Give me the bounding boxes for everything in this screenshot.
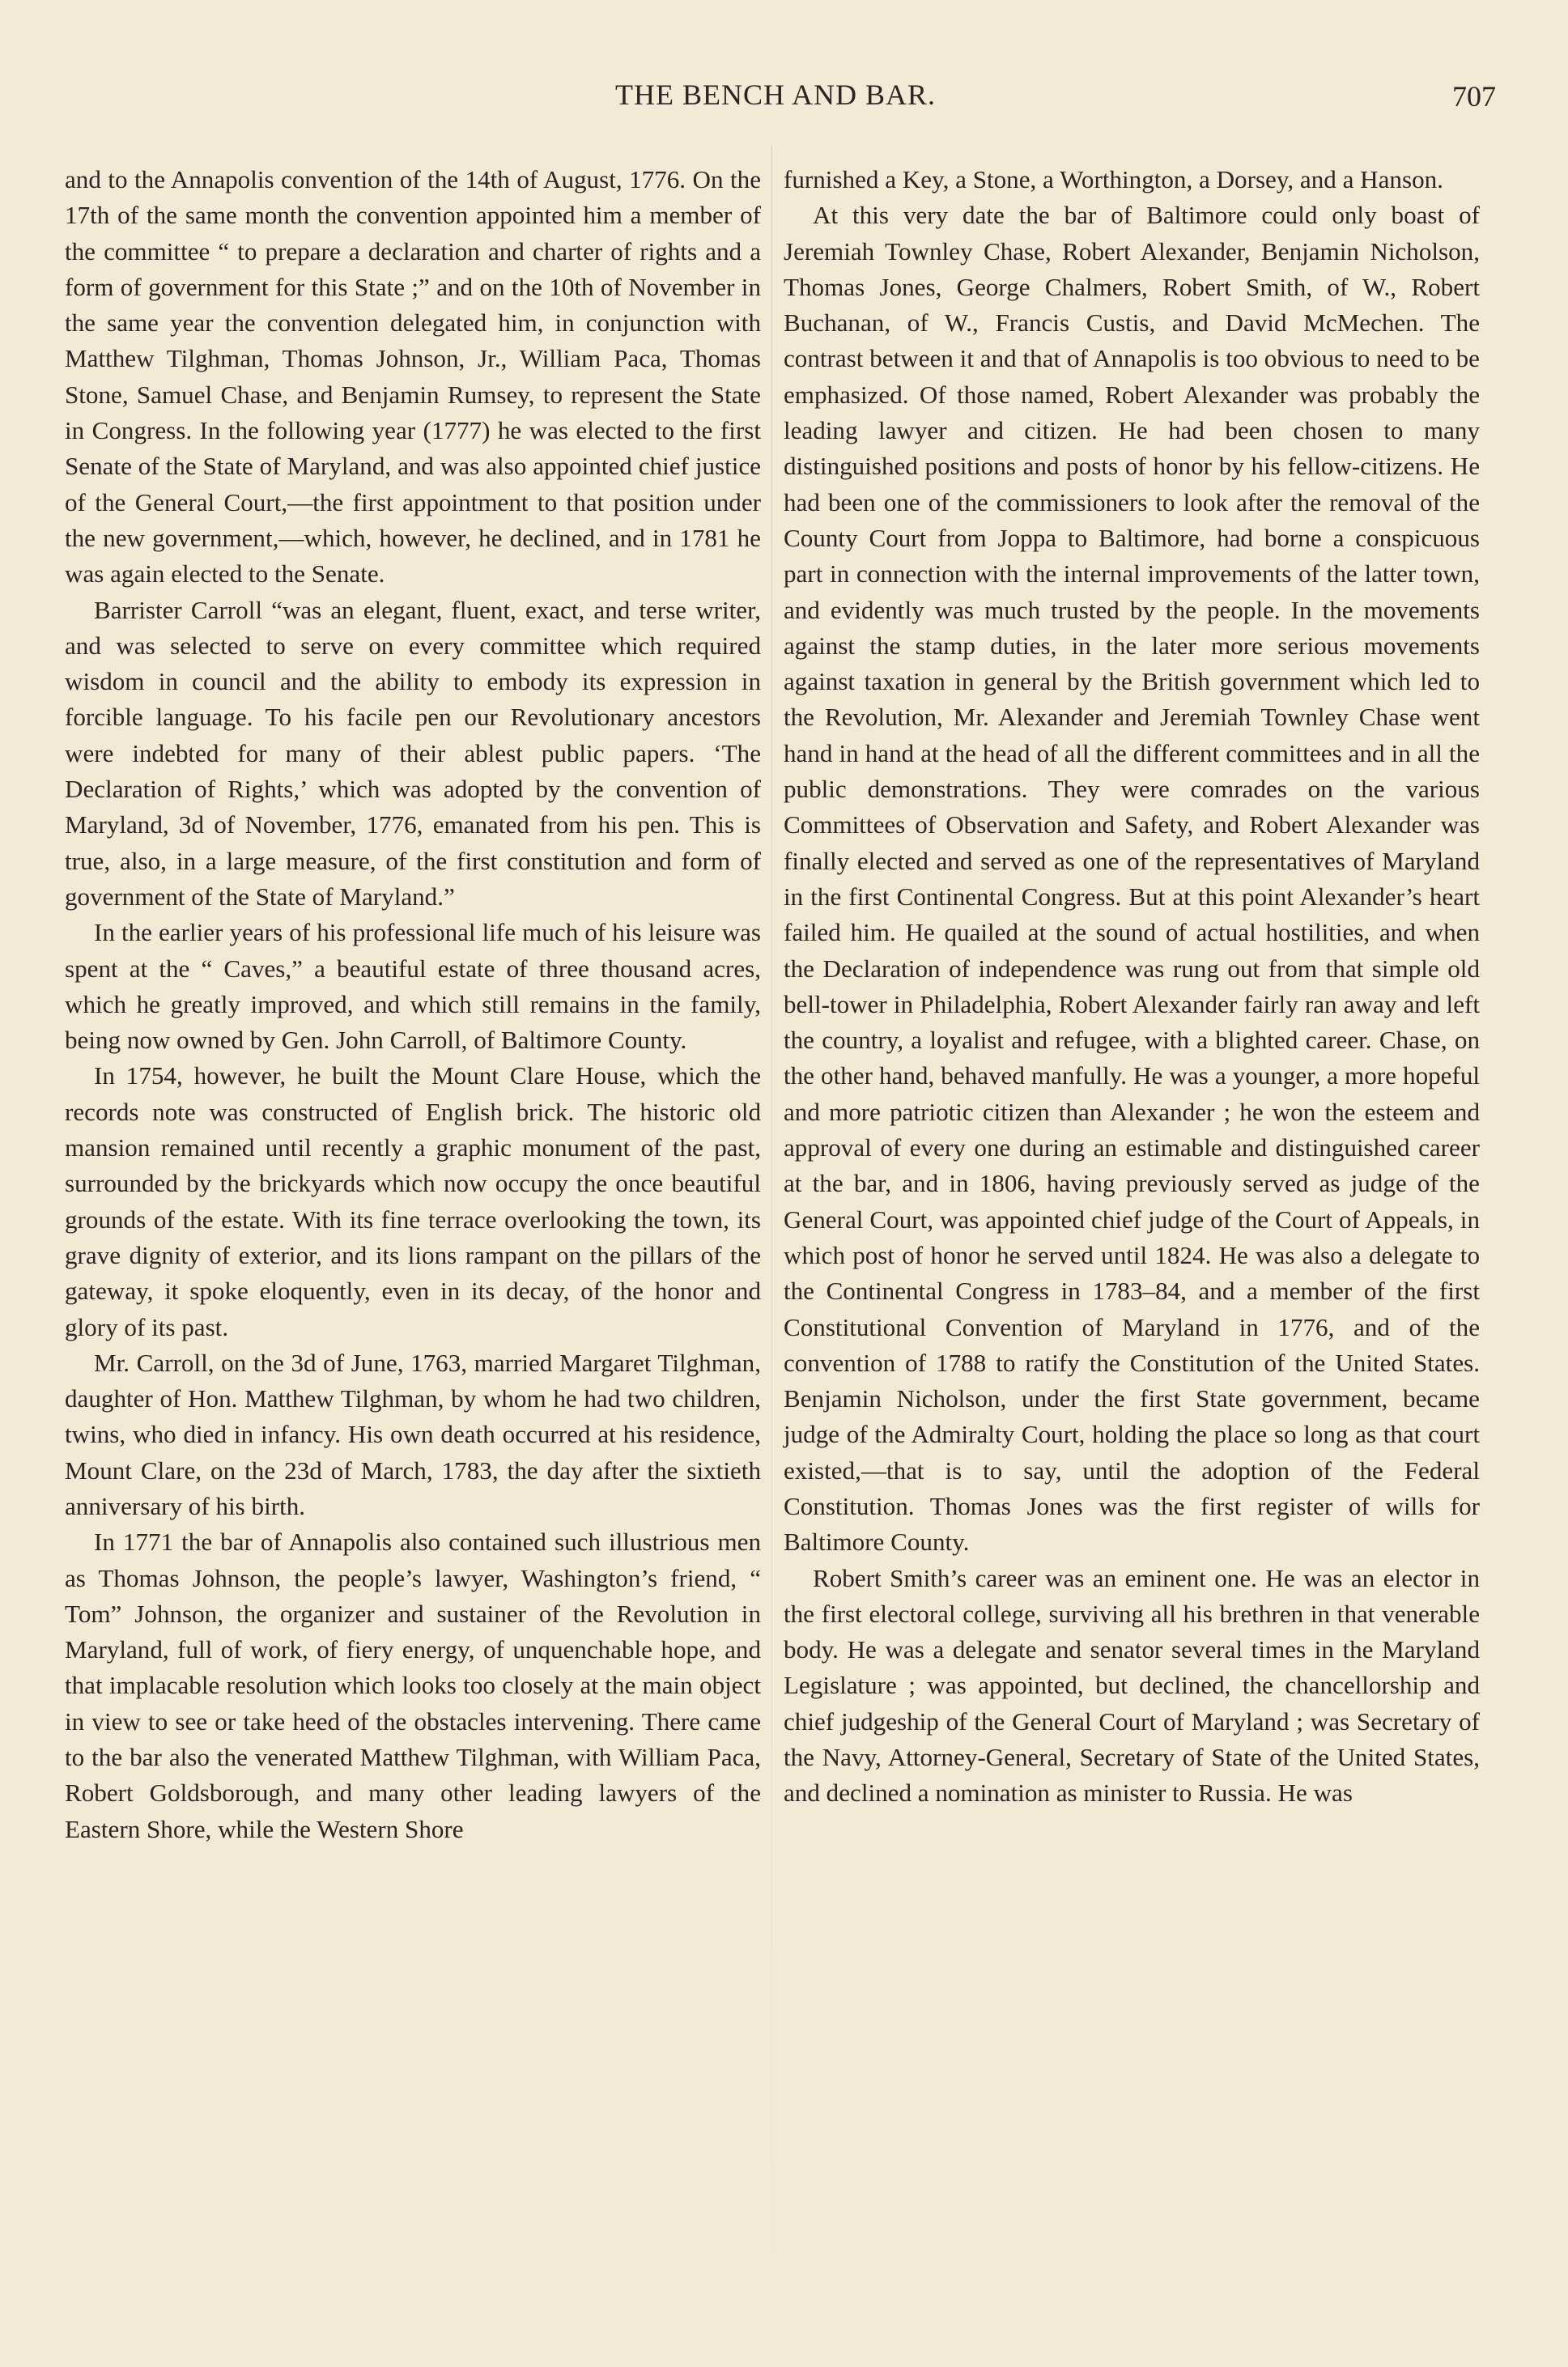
paragraph: In 1771 the bar of Annapolis also contained such illustrious men as Thomas Johnson, the people’s lawyer, Washington’s friend, “ Tom” Johnson, the organizer and sustainer of the Revolution in Maryland, full of work, of fiery energy, of unquenchable hope, and that implacable resolution which looks too closely at the main object in view to see or take heed of the obstacles intervening. There came to the bar also the venerated Matthew Tilghman, with William Paca, Robert Goldsborough, and many other leading lawyers of the Eastern Shore, while the Western Shore [65,1528,761,1843]
paragraph: At this very date the bar of Baltimore could only boast of Jeremiah Townley Chase, Robert Alexander, Benjamin Nicholson, Thomas Jones, George Chalmers, Robert Smith, of W., Robert Buchanan, of W., Francis Custis, and David McMechen. The contrast between it and that of Annapolis is too obvious to need to be emphasized. Of those named, Robert Alexander was probably the leading lawyer and citizen. He had been chosen to many distinguished positions and posts of honor by his fellow-citizens. He had been one of the commissioners to look after the removal of the County Court from Joppa to Baltimore, had borne a conspicuous part in connection with the internal improvements of the latter town, and evidently was much trusted by the people. In the movements against the stamp duties, in the later more serious movements against taxation in general by the British government which led to the Revolution, Mr. Alexander and Jeremiah Townley Chase went hand in hand at the head of all the different committees and in all the public demonstrations. They were comrades on the various Committees of Observation and Safety, and Robert Alexander was finally elected and served as one of the representatives of Maryland in the first Continental Congress. But at this point Alexander’s heart failed him. He quailed at the sound of actual hostilities, and when the Declaration of independence was rung out from that simple old bell-tower in Philadelphia, Robert Alexander fairly ran away and left the country, a loyalist and refugee, with a blighted career. Chase, on the other hand, behaved manfully. He was a younger, a more hopeful and more patriotic citizen than Alexander ; he won the esteem and approval of every one during an estimable and distinguished career at the bar, and in 1806, having previously served as judge of the General Court, was appointed chief judge of the Court of Appeals, in which post of honor he served until 1824. He was also a delegate to the Continental Congress in 1783–84, and a member of the first Constitutional Convention of Maryland in 1776, and of the convention of 1788 to ratify the Constitution of the United States. Benjamin Nicholson, under the first State government, became judge of the Admiralty Court, holding the place so long as that court existed,—that is to say, until the adoption of the Federal Constitution. Thomas Jones was the first register of wills for Baltimore County. [784,201,1480,1557]
paragraph: In 1754, however, he built the Mount Clare House, which the records note was constructed of English brick. The historic old mansion remained until recently a graphic monument of the past, surrounded by the brickyards which now occupy the once beautiful grounds of the estate. With its fine terrace overlooking the town, its grave dignity of exterior, and its lions rampant on the pillars of the gateway, it spoke eloquently, even in its decay, of the honor and glory of its past. [65,1061,761,1341]
paragraph: Mr. Carroll, on the 3d of June, 1763, married Margaret Tilghman, daughter of Hon. Matthew Tilghman, by whom he had two children, twins, who died in infancy. His own death occurred at his residence, Mount Clare, on the 23d of March, 1783, the day after the sixtieth anniversary of his birth. [65,1348,761,1520]
paragraph: Barrister Carroll “was an elegant, fluent, exact, and terse writer, and was selected to serve on every committee which required wisdom in council and the ability to embody its expression in forcible language. To his facile pen our Revolutionary ancestors were indebted for many of their ablest public papers. ‘The Declaration of Rights,’ which was adopted by the convention of Maryland, 3d of November, 1776, emanated from his pen. This is true, also, in a large measure, of the first constitution and form of government of the State of Maryland.” [65,595,761,911]
paragraph: In the earlier years of his professional life much of his leisure was spent at the “ Caves,” a beautiful estate of three thousand acres, which he greatly improved, and which still remains in the family, being now owned by Gen. John Carroll, of Baltimore County. [65,918,761,1055]
paragraph: Robert Smith’s career was an eminent one. He was an elector in the first electoral college, surviving all his brethren in that venerable body. He was a delegate and senator several times in the Maryland Legislature ; was appointed, but declined, the chancellorship and chief judgeship of the General Court of Maryland ; was Secretary of the Navy, Attorney-General, Secretary of State of the United States, and declined a nomination as minister to Russia. He was [784,1563,1480,1808]
page-header [55,78,1496,126]
right-column [784,162,1480,1812]
paragraph: and to the Annapolis convention of the 14th of August, 1776. On the 17th of the same month the convention appointed him a member of the committee “ to prepare a declaration and charter of rights and a form of government for this State ;” and on the 10th of November in the same year the convention delegated him, in conjunction with Matthew Tilghman, Thomas Johnson, Jr., William Paca, Thomas Stone, Samuel Chase, and Benjamin Rumsey, to represent the State in Congress. In the following year (1777) he was elected to the first Senate of the State of Maryland, and was also appointed chief justice of the General Court,—the first appointment to that position under the new government,—which, however, he declined, and in 1781 he was again elected to the Senate. [65,165,761,589]
paragraph: furnished a Key, a Stone, a Worthington, a Dorsey, and a Hanson. [784,165,1443,193]
left-column [65,162,761,1847]
column-gutter [771,146,772,2250]
page-number: 707 [1452,80,1496,113]
running-title: THE BENCH AND BAR. [614,79,937,111]
